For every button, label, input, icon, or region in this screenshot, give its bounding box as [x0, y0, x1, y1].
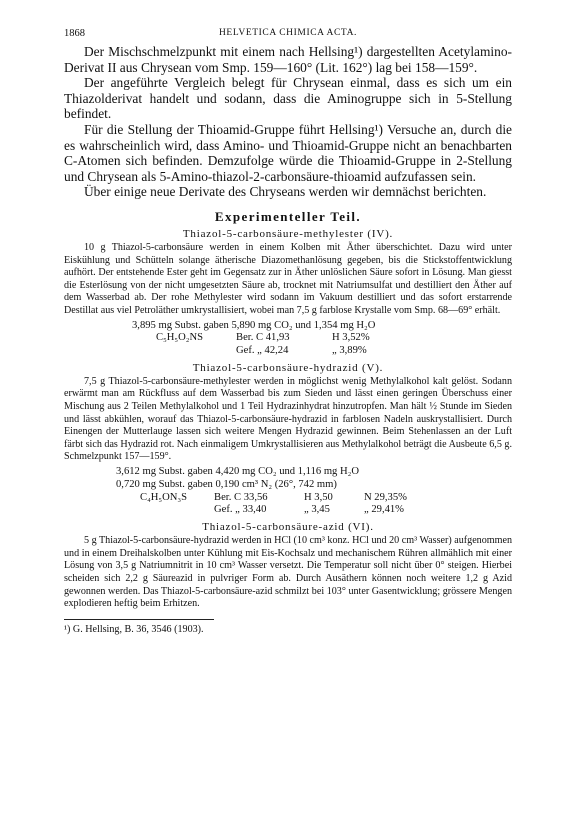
- analysis-formula: C₅H₅O₂NS: [156, 332, 203, 344]
- methylester-paragraph: 10 g Thiazol-5-carbonsäure werden in einem Kolben mit Äther überschichtet. Dazu wird unter Eiskühlung und Schütteln solange ätherische Diazomethanlösung gegeben, bis die Stickstoffentwicklung aufhört. Der entstehende Ester geht im Gegensatz zur in Äther unlöslichen Säure sofort in Lösung. Man giesst die Esterlösung von der nicht umgesetzten Säure ab, trocknet mit Natriumsulfat und destilliert den Äther auf dem Wasserbad ab. Der rohe Methylester wird sodann im Vakuum destilliert und das sofort erstarrende Destillat aus viel Petroläther umkrystallisiert, wobei man 7,5 g farblose Krystalle vom Smp. 68—69° erhält.: [64, 241, 512, 316]
- analysis-found: Gef. „ 42,24: [236, 345, 289, 357]
- analysis-n: „ 29,41%: [364, 504, 405, 516]
- analysis-h: H 3,52%: [332, 332, 370, 344]
- footnote-divider: [64, 619, 214, 620]
- analysis-formula: C₄H₅ON₃S: [140, 491, 187, 503]
- analysis-calc: Ber. C 41,93: [236, 332, 290, 344]
- methylester-analysis: [64, 320, 512, 358]
- section-heading: Experimenteller Teil.: [214, 208, 362, 224]
- analysis-h: „ 3,45: [304, 504, 330, 516]
- azid-paragraph: 5 g Thiazol-5-carbonsäure-hydrazid werden in HCl (10 cm³ konz. HCl und 20 cm³ Wasser) aufgenommen und in einem Dreihalskolben unter Kühlung mit Eis-Kochsalz und mechanischem Rühren allmählich mit einer Lösung von 3,5 g Natriumnitrit in 10 cm³ Wasser versetzt. Die Temperatur soll nicht über 0° steigen. Hierbei scheiden sich 2,2 g Säureazid in pulvriger Form ab. Durch Ausäthern können noch weitere 1,2 g Azid gewonnen werden. Das Thiazol-5-carbonsäure-azid schmilzt bei 103° unter Gasentwicklung; grössere Mengen explodieren heftig beim Erhitzen.: [64, 535, 512, 610]
- journal-title: HELVETICA CHIMICA ACTA.: [218, 28, 358, 38]
- analysis-line: 0,720 mg Subst. gaben 0,190 cm³ N₂ (26°, 742 mm): [116, 478, 337, 490]
- analysis-h: „ 3,89%: [332, 345, 367, 357]
- hydrazid-analysis: [64, 466, 512, 517]
- analysis-n: N 29,35%: [364, 491, 407, 503]
- intro-paragraph-1: Der Mischschmelzpunkt mit einem nach Hellsing¹) dargestellten Acetylamino-Derivat II aus Chrysean vom Smp. 159—160° (Lit. 162°) lag bei 158—159°.: [64, 44, 512, 75]
- footnote: ¹) G. Hellsing, B. 36, 3546 (1903).: [64, 623, 204, 635]
- subsection-title-azid: Thiazol-5-carbonsäure-azid (VI).: [202, 521, 374, 534]
- subsection-title-hydrazid: Thiazol-5-carbonsäure-hydrazid (V).: [192, 361, 384, 374]
- page-number: 1868: [64, 28, 85, 39]
- analysis-line: 3,612 mg Subst. gaben 4,420 mg CO₂ und 1,116 mg H₂O: [116, 466, 359, 478]
- analysis-line: 3,895 mg Subst. gaben 5,890 mg CO₂ und 1,354 mg H₂O: [132, 319, 376, 331]
- analysis-calc: Ber. C 33,56: [214, 491, 268, 503]
- document-page: [64, 28, 512, 636]
- intro-paragraph-2: Der angeführte Vergleich belegt für Chrysean einmal, dass es sich um ein Thiazolderivat handelt und sodann, dass die Aminogruppe sich in 5-Stellung befindet.: [64, 75, 512, 122]
- subsection-title-methylester: Thiazol-5-carbonsäure-methylester (IV).: [182, 227, 394, 240]
- hydrazid-paragraph: 7,5 g Thiazol-5-carbonsäure-methylester werden in möglichst wenig Methylalkohol kalt gelöst. Sodann erwärmt man am Rückfluss auf dem Wasserbad bis zum Sieden und lässt einen geringen Überschuss einer Mischung aus 2 Teilen Methylalkohol und 1 Teil Hydrazinhydrat hinzutropfen. Man hält ½ Stunde im Sieden und lässt abkühlen, worauf das Thiazol-5-carbonsäure-hydrazid in farblosen Nadeln auskrystallisiert. Durch Einengen der Mutterlauge lassen sich weitere Mengen Hydrazid gewinnen. Beim Stehenlassen an der Luft färbt sich das Hydrazid rot. Nach einmaligem Umkrystallisieren aus Methylalkohol beträgt die Ausbeute 6,5 g. Schmelzpunkt 157—159°.: [64, 375, 512, 463]
- analysis-found: Gef. „ 33,40: [214, 504, 267, 516]
- intro-paragraph-4: Über einige neue Derivate des Chryseans werden wir demnächst berichten.: [84, 184, 487, 200]
- running-header: [64, 28, 512, 44]
- analysis-h: H 3,50: [304, 491, 333, 503]
- intro-paragraph-3: Für die Stellung der Thioamid-Gruppe führt Hellsing¹) Versuche an, durch die es wahrscheinlich wird, dass Amino- und Thioamid-Gruppe nicht an benachbarten C-Atomen sich befinden. Demzufolge würde die Thioamid-Gruppe in 2-Stellung und Chrysean als 5-Amino-thiazol-2-carbonsäure-thioamid aufzufassen sein.: [64, 121, 512, 184]
